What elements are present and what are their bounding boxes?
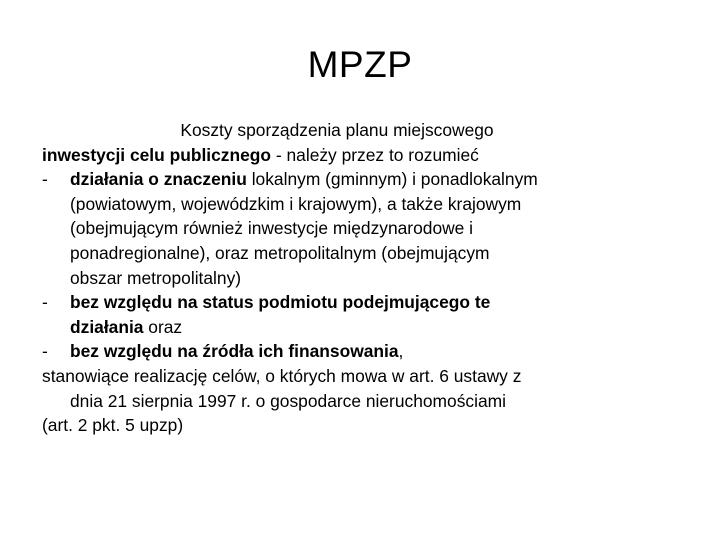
item-2-text: oraz	[143, 316, 183, 337]
item-3-bold: bez względu na źródła ich finansowania	[70, 341, 399, 362]
item-2-bold-cont: działania	[70, 316, 144, 337]
dash-bullet: -	[42, 169, 48, 190]
list-item-2-line-2	[42, 315, 702, 340]
definition-intro	[42, 143, 702, 168]
list-item-3	[42, 339, 702, 364]
item-3-text: ,	[398, 341, 404, 362]
slide-title: MPZP	[307, 44, 413, 85]
list-item-1-line-3: (obejmującym również inwestycje międzynarodowe i	[70, 218, 474, 239]
dash-bullet: -	[42, 341, 48, 362]
closing-line-2: dnia 21 sierpnia 1997 r. o gospodarce nieruchomościami	[70, 390, 506, 411]
citation: (art. 2 pkt. 5 upzp)	[42, 415, 184, 436]
list-item-1-line-5: obszar metropolitalny)	[70, 267, 242, 288]
item-2-bold: bez względu na status podmiotu podejmującego te	[70, 292, 491, 313]
list-item-1-line-4: ponadregionalne), oraz metropolitalnym (obejmującym	[70, 242, 490, 263]
list-item-2-line-1	[42, 290, 702, 315]
defined-term: inwestycji celu publicznego	[42, 144, 272, 165]
dash-bullet: -	[42, 292, 48, 313]
item-1-text: lokalnym (gminnym) i ponadlokalnym	[246, 169, 538, 190]
intro-text: - należy przez to rozumieć	[271, 144, 479, 165]
list-item-1-line-1	[42, 167, 702, 192]
body-heading: Koszty sporządzenia planu miejscowego	[180, 120, 494, 140]
list-item-1-line-2: (powiatowym, wojewódzkim i krajowym), a także krajowym	[70, 193, 522, 214]
item-1-bold: działania o znaczeniu	[70, 169, 247, 190]
closing-line-1: stanowiące realizację celów, o których mowa w art. 6 ustawy z	[42, 365, 522, 386]
slide-body	[42, 118, 702, 438]
